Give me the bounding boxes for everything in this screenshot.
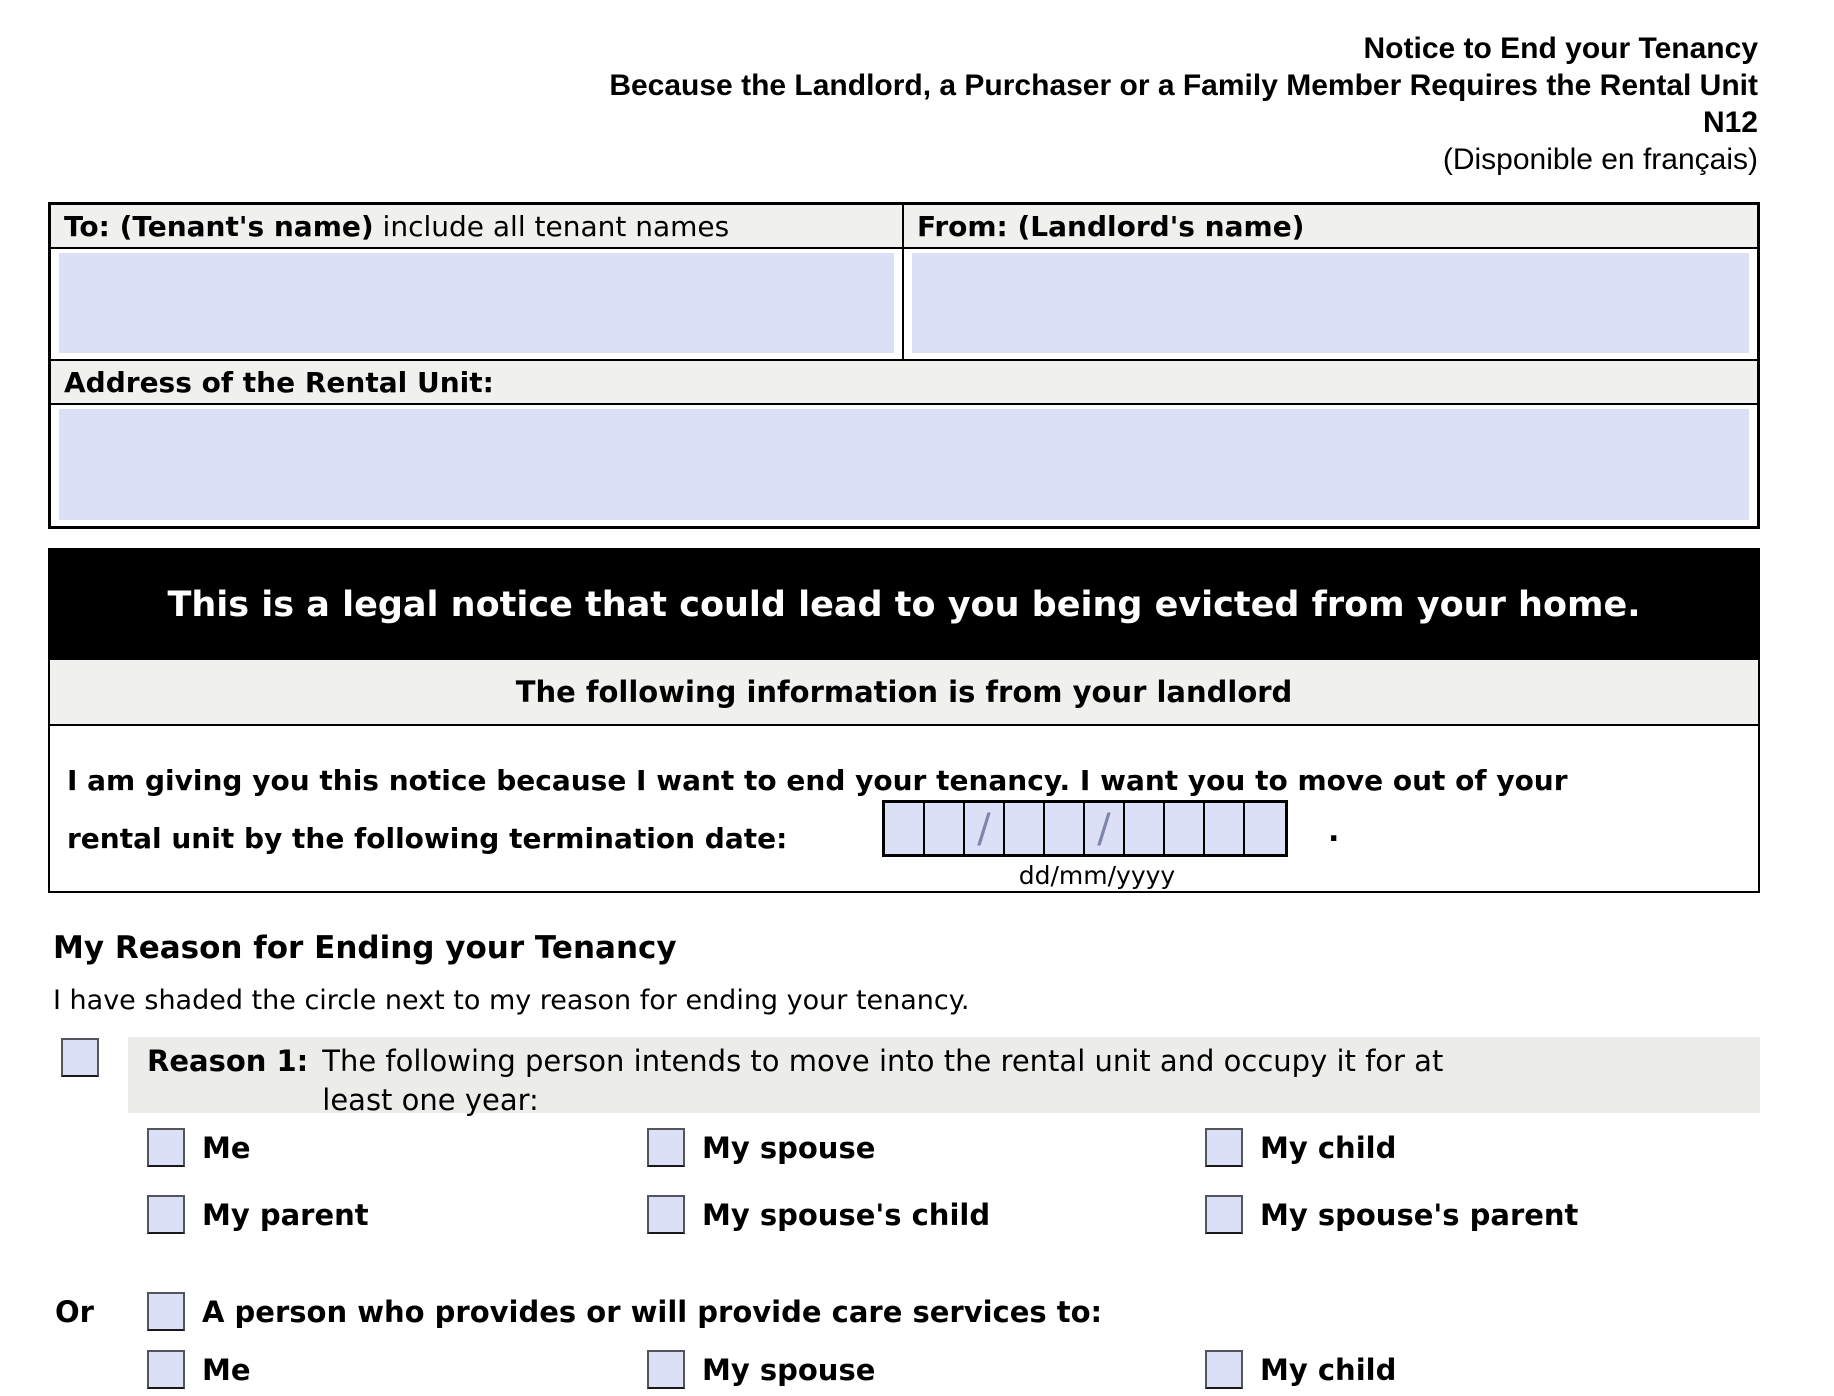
care-spouse-checkbox[interactable] [647, 1350, 685, 1389]
legal-notice-box [48, 548, 1760, 893]
reason1-label: Reason 1: [147, 1044, 309, 1078]
occupant-spouse-checkbox[interactable] [647, 1128, 685, 1167]
reason1-row [128, 1037, 1760, 1117]
from-label: From: (Landlord's name) [917, 209, 1305, 243]
termination-sentence-line1: I am giving you this notice because I want to end your tenancy. I want you to move out of your [67, 764, 1568, 797]
occupant-child-label: My child [1260, 1130, 1397, 1165]
occupant-me-item [147, 1128, 251, 1167]
date-format-hint: dd/mm/yyyy [1018, 861, 1176, 890]
parties-table [48, 202, 1760, 529]
parties-header-row [51, 205, 1757, 249]
care-provider-label: A person who provides or will provide care services to: [202, 1294, 1103, 1329]
rental-unit-address-field[interactable] [59, 409, 1749, 520]
sentence-period: . [1328, 814, 1340, 849]
reason-section-intro: I have shaded the circle next to my reason for ending your tenancy. [53, 985, 970, 1016]
reason1-checkbox[interactable] [61, 1038, 99, 1077]
care-child-item [1205, 1350, 1396, 1389]
care-child-label: My child [1260, 1352, 1397, 1387]
care-me-checkbox[interactable] [147, 1350, 185, 1389]
address-input-row [51, 405, 1757, 526]
care-provider-item [147, 1292, 1102, 1331]
occupant-child-checkbox[interactable] [1205, 1128, 1243, 1167]
to-label: To: (Tenant's name) [64, 209, 374, 243]
occupant-me-checkbox[interactable] [147, 1128, 185, 1167]
date-digit-cell-y1[interactable] [1125, 803, 1165, 854]
date-slash-cell: / [1085, 803, 1125, 854]
from-input-cell [904, 249, 1757, 359]
care-provider-checkbox[interactable] [147, 1292, 185, 1331]
to-input-cell [51, 249, 904, 359]
occupant-parent-item [147, 1195, 369, 1234]
occupant-parent-label: My parent [202, 1197, 369, 1232]
form-title-block [609, 30, 1758, 178]
reason-section-heading: My Reason for Ending your Tenancy [53, 930, 677, 966]
care-spouse-label: My spouse [702, 1352, 876, 1387]
date-digit-cell-y4[interactable] [1245, 803, 1285, 854]
tenant-name-field[interactable] [59, 253, 894, 353]
or-label: Or [55, 1294, 94, 1329]
care-me-label: Me [202, 1352, 251, 1387]
reason1-text: The following person intends to move into the rental unit and occupy it for at least one year: [322, 1044, 1444, 1117]
occupant-spouses-child-checkbox[interactable] [647, 1195, 685, 1234]
occupant-me-label: Me [202, 1130, 251, 1165]
form-title-line1: Notice to End your Tenancy [1363, 32, 1758, 65]
occupant-spouses-child-label: My spouse's child [702, 1197, 991, 1232]
address-label: Address of the Rental Unit: [64, 365, 494, 399]
address-header-row [51, 361, 1757, 405]
form-code: N12 [1702, 106, 1758, 139]
date-digit-cell-d2[interactable] [925, 803, 965, 854]
occupant-spouses-parent-checkbox[interactable] [1205, 1195, 1243, 1234]
occupant-spouses-child-item [647, 1195, 990, 1234]
occupant-parent-checkbox[interactable] [147, 1195, 185, 1234]
to-note: include all tenant names [373, 209, 730, 243]
date-digit-cell-m2[interactable] [1045, 803, 1085, 854]
termination-date-input[interactable] [882, 800, 1288, 857]
form-title-line2: Because the Landlord, a Purchaser or a Family Member Requires the Rental Unit [609, 69, 1758, 102]
date-slash-cell: / [965, 803, 1005, 854]
form-subtitle-french: (Disponible en français) [1442, 143, 1758, 176]
occupant-child-item [1205, 1128, 1396, 1167]
termination-statement-box [50, 726, 1758, 891]
termination-sentence-line2: rental unit by the following termination date: [67, 822, 788, 855]
eviction-warning-banner: This is a legal notice that could lead to you being evicted from your home. [50, 550, 1758, 660]
occupant-spouses-parent-item [1205, 1195, 1578, 1234]
date-digit-cell-y3[interactable] [1205, 803, 1245, 854]
date-digit-cell-d1[interactable] [885, 803, 925, 854]
occupant-spouse-label: My spouse [702, 1130, 876, 1165]
from-header-cell [904, 205, 1757, 247]
parties-input-row [51, 249, 1757, 361]
care-me-item [147, 1350, 251, 1389]
care-spouse-item [647, 1350, 875, 1389]
landlord-name-field[interactable] [912, 253, 1749, 353]
date-digit-cell-m1[interactable] [1005, 803, 1045, 854]
date-digit-cell-y2[interactable] [1165, 803, 1205, 854]
care-child-checkbox[interactable] [1205, 1350, 1243, 1389]
to-header-cell [51, 205, 904, 247]
occupant-spouse-item [647, 1128, 875, 1167]
occupant-spouses-parent-label: My spouse's parent [1260, 1197, 1579, 1232]
landlord-info-header: The following information is from your landlord [50, 660, 1758, 726]
